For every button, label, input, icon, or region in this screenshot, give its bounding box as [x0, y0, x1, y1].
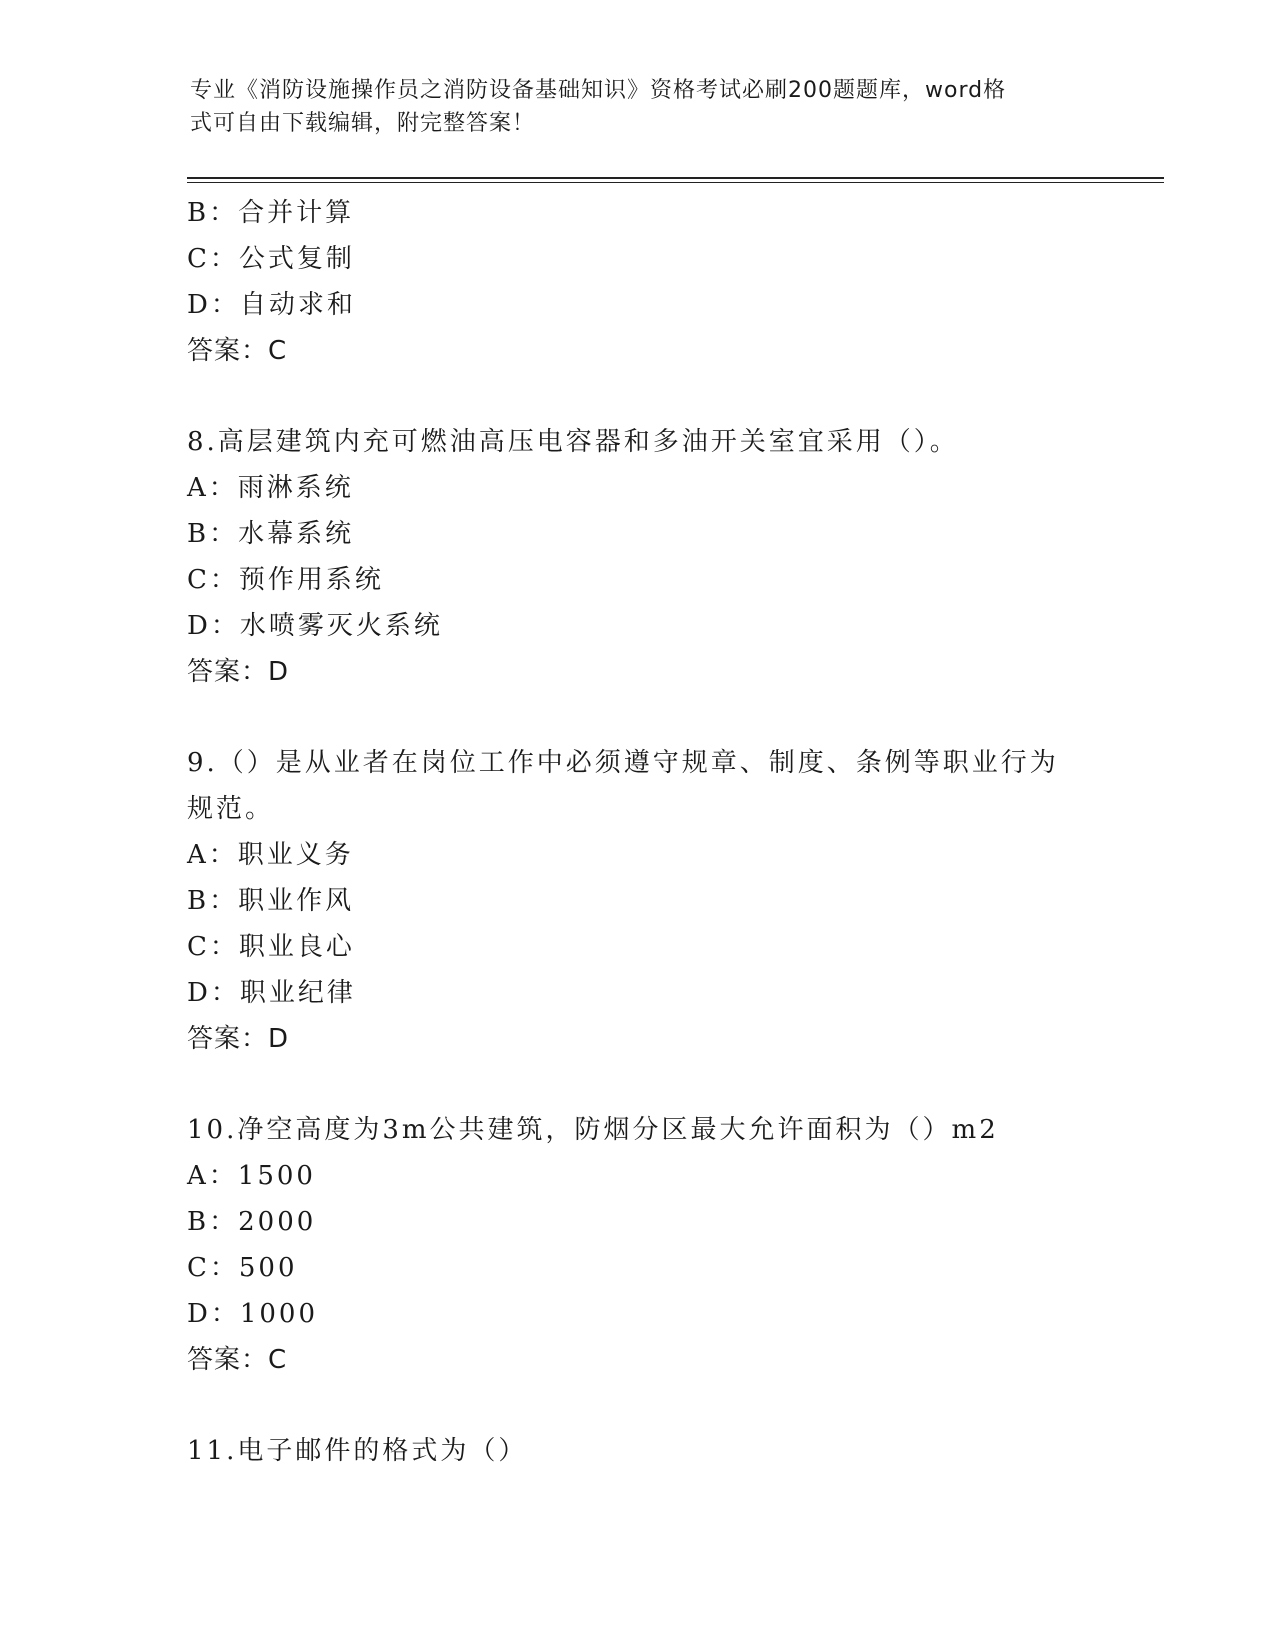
- question-text: 10.净空高度为3m公共建筑，防烟分区最大允许面积为（）m2: [187, 1115, 999, 1145]
- answer: 答案：C: [187, 336, 288, 366]
- option-d: D：自动求和: [187, 290, 356, 320]
- option-b: B：2000: [187, 1207, 317, 1237]
- option-b: B：合并计算: [187, 198, 355, 228]
- option-a: A：职业义务: [187, 840, 354, 870]
- option-c: C：500: [187, 1253, 298, 1283]
- question-10: [187, 1107, 1107, 1383]
- question-7-continued: [187, 190, 1107, 374]
- answer: 答案：D: [187, 657, 290, 687]
- option-d: D：1000: [187, 1299, 319, 1329]
- question-11: [187, 1428, 1107, 1474]
- option-b: B：职业作风: [187, 886, 355, 916]
- header-divider-thin: [187, 182, 1164, 183]
- option-d: D：职业纪律: [187, 978, 356, 1008]
- question-list: [187, 190, 1107, 1474]
- header-line-2: 式可自由下载编辑，附完整答案！: [190, 111, 536, 136]
- option-c: C：职业良心: [187, 932, 355, 962]
- answer: 答案：D: [187, 1024, 290, 1054]
- answer: 答案：C: [187, 1345, 288, 1375]
- option-a: A：1500: [187, 1161, 316, 1191]
- question-9: [187, 740, 1107, 1062]
- option-a: A：雨淋系统: [187, 473, 354, 503]
- question-text: 11.电子邮件的格式为（）: [187, 1436, 528, 1466]
- option-c: C：公式复制: [187, 244, 355, 274]
- option-b: B：水幕系统: [187, 519, 355, 549]
- option-c: C：预作用系统: [187, 565, 384, 595]
- option-d: D：水喷雾灭火系统: [187, 611, 443, 641]
- document-header: [190, 74, 1090, 140]
- question-8: [187, 419, 1107, 695]
- question-text-line-1: 9.（）是从业者在岗位工作中必须遵守规章、制度、条例等职业行为: [187, 748, 1059, 778]
- header-line-1: 专业《消防设施操作员之消防设备基础知识》资格考试必刷200题题库，word格: [190, 78, 1007, 103]
- question-text: 8.高层建筑内充可燃油高压电容器和多油开关室宜采用（）。: [187, 427, 959, 457]
- question-text-line-2: 规范。: [187, 794, 275, 824]
- header-divider-thick: [187, 177, 1164, 179]
